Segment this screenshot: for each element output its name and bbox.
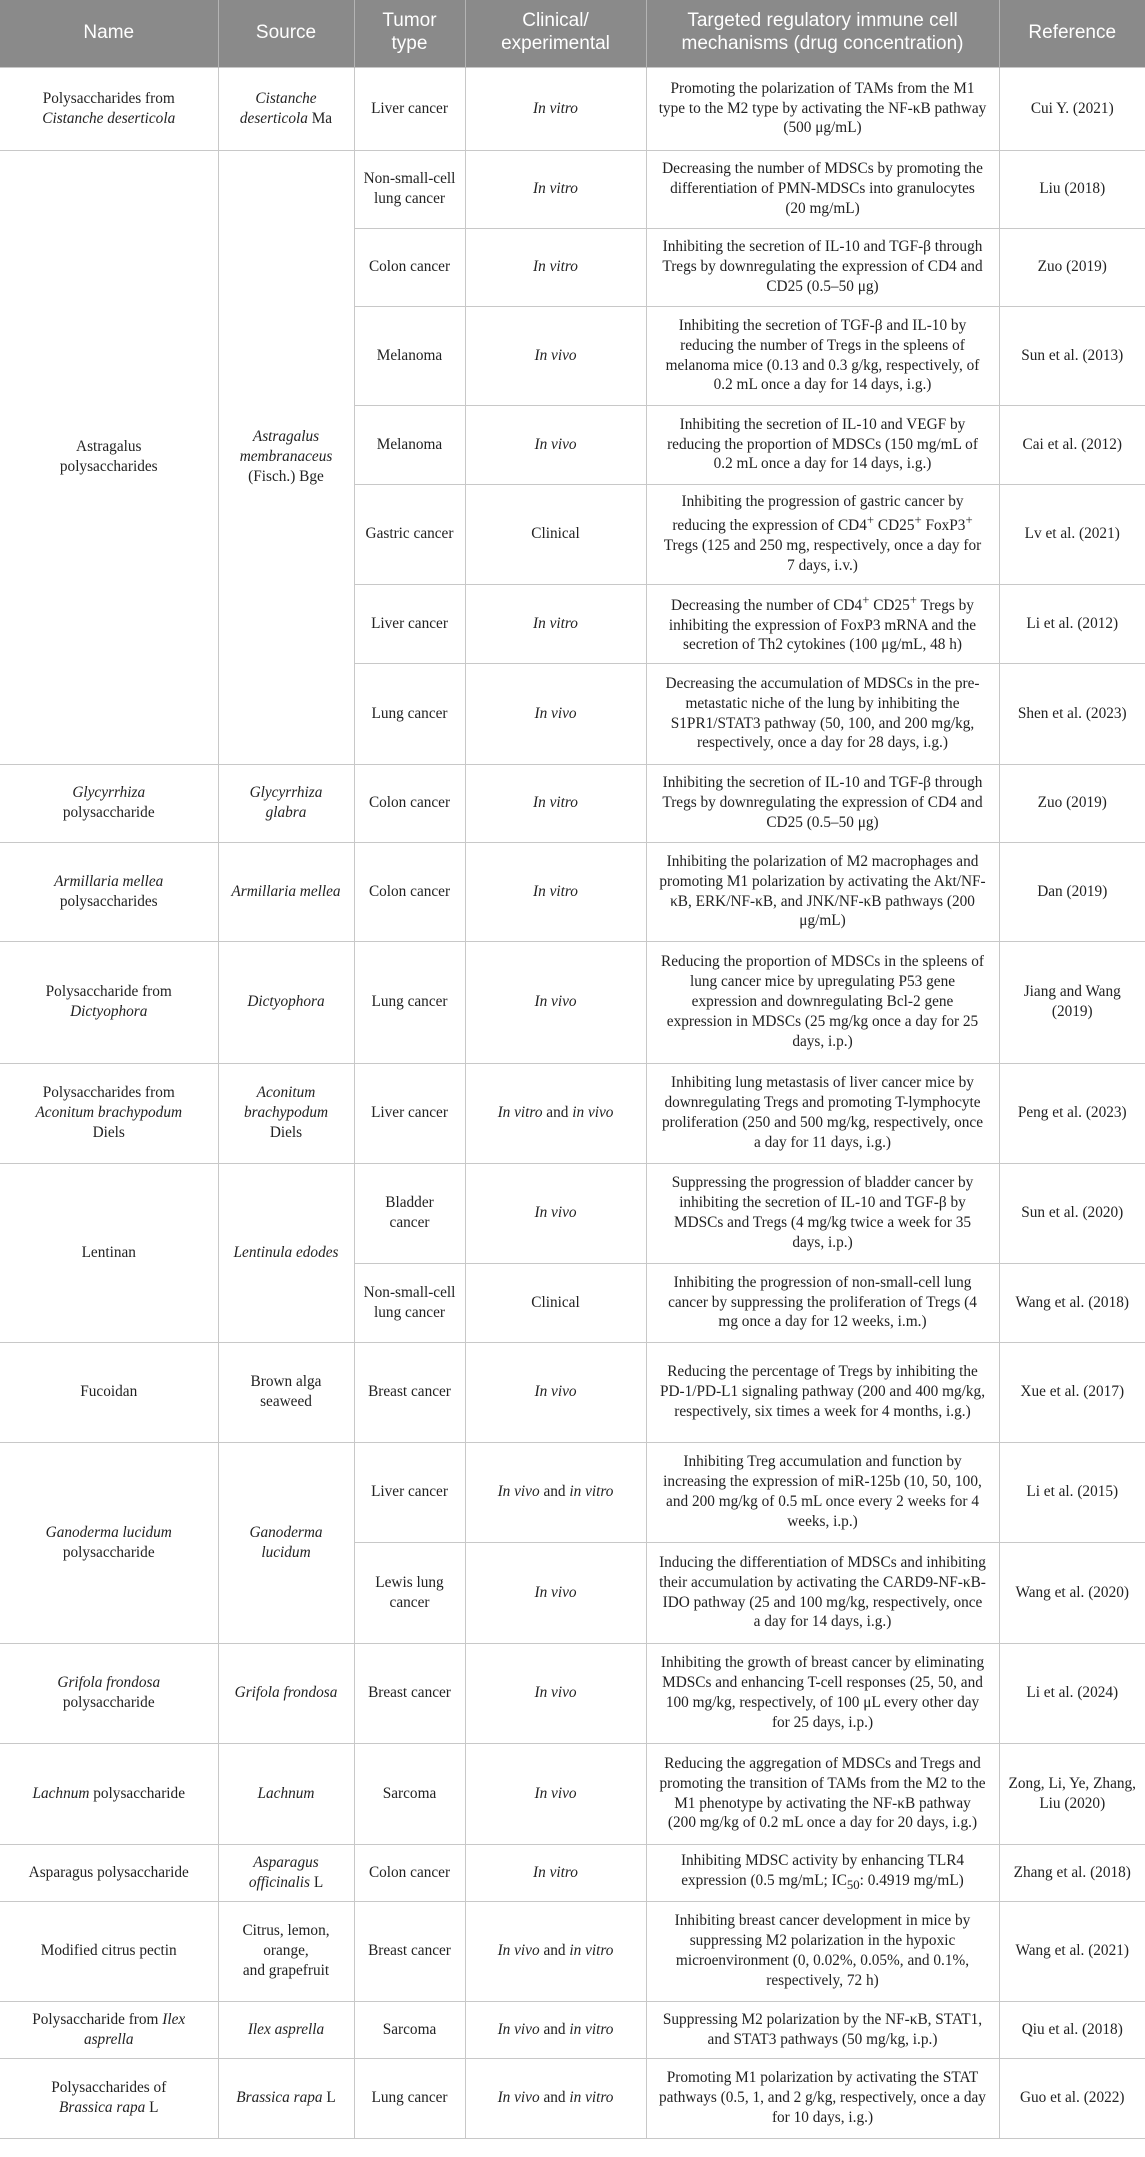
table-body [0, 67, 1145, 2138]
cell-mechanism: Suppressing the progression of bladder cancer by inhibiting the secretion of IL-10 and TGF-β by MDSCs and Tregs (4 mg/kg twice a week for 35 days, i.p.) [646, 1163, 999, 1263]
cell-tumor-type: Sarcoma [354, 2001, 465, 2058]
cell-mechanism: Inhibiting the progression of non-small-cell lung cancer by suppressing the proliferation of Tregs (4 mg once a day for 12 weeks, i.m.) [646, 1263, 999, 1342]
cell-mechanism: Reducing the percentage of Tregs by inhibiting the PD-1/PD-L1 signaling pathway (200 and 400 mg/kg, respectively, six times a week for 4 months, i.g.) [646, 1342, 999, 1442]
cell-mechanism: Decreasing the accumulation of MDSCs in the pre-metastatic niche of the lung by inhibiting the S1PR1/STAT3 pathway (50, 100, and 200 mg/kg, respectively, once a day for 28 days, i.g.) [646, 663, 999, 764]
table-row [0, 150, 1145, 228]
cell-name: Polysaccharide from Dictyophora [0, 941, 218, 1063]
cell-name: Glycyrrhiza polysaccharide [0, 764, 218, 842]
cell-source: Citrus, lemon, orange, and grapefruit [218, 1901, 354, 2001]
cell-source: Glycyrrhiza glabra [218, 764, 354, 842]
table-row [0, 1901, 1145, 2001]
cell-source: Cistanche deserticola Ma [218, 67, 354, 150]
cell-reference: Wang et al. (2018) [999, 1263, 1145, 1342]
header-tumor-type: Tumor type [354, 0, 465, 67]
cell-reference: Lv et al. (2021) [999, 484, 1145, 584]
cell-tumor-type: Colon cancer [354, 842, 465, 941]
cell-reference: Sun et al. (2013) [999, 306, 1145, 405]
cell-name: Lentinan [0, 1163, 218, 1342]
cell-tumor-type: Lung cancer [354, 663, 465, 764]
table-row [0, 67, 1145, 150]
cell-mechanism: Inhibiting lung metastasis of liver cancer mice by downregulating Tregs and promoting T-lymphocyte proliferation (250 and 500 mg/kg, respectively, once a day for 11 days, i.g.) [646, 1063, 999, 1163]
cell-reference: Shen et al. (2023) [999, 663, 1145, 764]
cell-mechanism: Inhibiting the secretion of IL-10 and TGF-β through Tregs by downregulating the expression of CD4 and CD25 (0.5–50 μg) [646, 228, 999, 306]
header-name: Name [0, 0, 218, 67]
header-mechanisms: Targeted regulatory immune cell mechanisms (drug concentration) [646, 0, 999, 67]
table-row [0, 1442, 1145, 1542]
cell-mechanism: Inhibiting MDSC activity by enhancing TLR4 expression (0.5 mg/mL; $IC_{50}$: 0.4919 mg/mL) [646, 1844, 999, 1901]
cell-clinical-experimental: In vivo [465, 941, 646, 1063]
cell-mechanism: Inhibiting the secretion of IL-10 and VEGF by reducing the proportion of MDSCs (150 mg/mL of 0.2 mL once a day for 14 days, i.g.) [646, 405, 999, 484]
cell-tumor-type: Breast cancer [354, 1342, 465, 1442]
cell-tumor-type: Non-small-cell lung cancer [354, 150, 465, 228]
cell-mechanism: Inhibiting breast cancer development in mice by suppressing M2 polarization in the hypoxic microenvironment (0, 0.02%, 0.05%, and 0.1%, respectively, 72 h) [646, 1901, 999, 2001]
cell-clinical-experimental: In vivo [465, 306, 646, 405]
cell-tumor-type: Melanoma [354, 306, 465, 405]
cell-tumor-type: Liver cancer [354, 584, 465, 663]
cell-tumor-type: Liver cancer [354, 67, 465, 150]
cell-reference: Xue et al. (2017) [999, 1342, 1145, 1442]
cell-reference: Li et al. (2012) [999, 584, 1145, 663]
cell-source: Brown alga seaweed [218, 1342, 354, 1442]
cell-tumor-type: Bladder cancer [354, 1163, 465, 1263]
cell-clinical-experimental: In vivo and in vitro [465, 2058, 646, 2138]
table-row [0, 1844, 1145, 1901]
cell-reference: Dan (2019) [999, 842, 1145, 941]
cell-reference: Liu (2018) [999, 150, 1145, 228]
cell-source: Ilex asprella [218, 2001, 354, 2058]
cell-mechanism: Promoting M1 polarization by activating the STAT pathways (0.5, 1, and 2 g/kg, respectively, once a day for 10 days, i.g.) [646, 2058, 999, 2138]
cell-source: Asparagus officinalis L [218, 1844, 354, 1901]
cell-clinical-experimental: In vivo [465, 1743, 646, 1844]
cell-reference: Li et al. (2015) [999, 1442, 1145, 1542]
cell-mechanism: Decreasing the number of MDSCs by promoting the differentiation of PMN-MDSCs into granulocytes (20 mg/mL) [646, 150, 999, 228]
table-row [0, 941, 1145, 1063]
cell-clinical-experimental: In vivo and in vitro [465, 2001, 646, 2058]
cell-source: Brassica rapa L [218, 2058, 354, 2138]
cell-clinical-experimental: In vivo [465, 1542, 646, 1643]
cell-clinical-experimental: In vitro [465, 584, 646, 663]
cell-reference: Qiu et al. (2018) [999, 2001, 1145, 2058]
cell-name: Astragalus polysaccharides [0, 150, 218, 764]
cell-reference: Zhang et al. (2018) [999, 1844, 1145, 1901]
cell-mechanism: Suppressing M2 polarization by the NF-κB, STAT1, and STAT3 pathways (50 mg/kg, i.p.) [646, 2001, 999, 2058]
cell-name: Polysaccharides from Cistanche deserticola [0, 67, 218, 150]
table-row [0, 1163, 1145, 1263]
cell-name: Armillaria mellea polysaccharides [0, 842, 218, 941]
cell-mechanism: Reducing the proportion of MDSCs in the spleens of lung cancer mice by upregulating P53 gene expression and downregulating Bcl-2 gene expression in MDSCs (25 mg/kg once a day for 25 days, i.p.) [646, 941, 999, 1063]
cell-source: Aconitum brachypodum Diels [218, 1063, 354, 1163]
cell-name: Polysaccharides of Brassica rapa L [0, 2058, 218, 2138]
cell-tumor-type: Sarcoma [354, 1743, 465, 1844]
cell-name: Lachnum polysaccharide [0, 1743, 218, 1844]
table-row [0, 842, 1145, 941]
table-row [0, 2058, 1145, 2138]
cell-reference: Li et al. (2024) [999, 1643, 1145, 1743]
cell-tumor-type: Liver cancer [354, 1442, 465, 1542]
cell-reference: Zong, Li, Ye, Zhang, Liu (2020) [999, 1743, 1145, 1844]
table-row [0, 1342, 1145, 1442]
cell-tumor-type: Breast cancer [354, 1643, 465, 1743]
cell-source: Astragalus membranaceus (Fisch.) Bge [218, 150, 354, 764]
cell-name: Fucoidan [0, 1342, 218, 1442]
cell-mechanism: Inhibiting the growth of breast cancer by eliminating MDSCs and enhancing T-cell responses (25, 50, and 100 mg/kg, respectively, of 100 μL every other day for 25 days, i.p.) [646, 1643, 999, 1743]
cell-tumor-type: Non-small-cell lung cancer [354, 1263, 465, 1342]
cell-tumor-type: Lewis lung cancer [354, 1542, 465, 1643]
cell-clinical-experimental: In vivo [465, 1342, 646, 1442]
cell-source: Dictyophora [218, 941, 354, 1063]
cell-source: Lachnum [218, 1743, 354, 1844]
cell-clinical-experimental: In vivo [465, 663, 646, 764]
cell-mechanism: Promoting the polarization of TAMs from the M1 type to the M2 type by activating the NF-κB pathway (500 μg/mL) [646, 67, 999, 150]
cell-clinical-experimental: In vivo [465, 405, 646, 484]
cell-reference: Jiang and Wang (2019) [999, 941, 1145, 1063]
cell-reference: Peng et al. (2023) [999, 1063, 1145, 1163]
cell-tumor-type: Melanoma [354, 405, 465, 484]
cell-clinical-experimental: In vivo [465, 1643, 646, 1743]
cell-source: Grifola frondosa [218, 1643, 354, 1743]
header-reference: Reference [999, 0, 1145, 67]
table-row [0, 1063, 1145, 1163]
cell-clinical-experimental: In vivo [465, 1163, 646, 1263]
table-row [0, 764, 1145, 842]
cell-name: Polysaccharides from Aconitum brachypodum Diels [0, 1063, 218, 1163]
cell-mechanism: Inhibiting Treg accumulation and function by increasing the expression of miR-125b (10, 50, 100, and 200 mg/kg of 0.5 mL once every 2 weeks for 4 weeks, i.p.) [646, 1442, 999, 1542]
cell-clinical-experimental: Clinical [465, 1263, 646, 1342]
header-source: Source [218, 0, 354, 67]
cell-clinical-experimental: In vitro [465, 764, 646, 842]
cell-clinical-experimental: In vivo and in vitro [465, 1901, 646, 2001]
cell-source: Ganoderma lucidum [218, 1442, 354, 1643]
cell-clinical-experimental: In vivo and in vitro [465, 1442, 646, 1542]
cell-reference: Zuo (2019) [999, 764, 1145, 842]
cell-name: Grifola frondosa polysaccharide [0, 1643, 218, 1743]
cell-tumor-type: Breast cancer [354, 1901, 465, 2001]
header-clinical-experimental: Clinical/ experimental [465, 0, 646, 67]
cell-clinical-experimental: In vitro [465, 228, 646, 306]
cell-mechanism: Inhibiting the secretion of TGF-β and IL-10 by reducing the number of Tregs in the spleens of melanoma mice (0.13 and 0.3 g/kg, respectively, of 0.2 mL once a day for 14 days, i.g.) [646, 306, 999, 405]
cell-mechanism: Inducing the differentiation of MDSCs and inhibiting their accumulation by activating the CARD9-NF-κB-IDO pathway (25 and 100 mg/kg, respectively, once a day for 14 days, i.g.) [646, 1542, 999, 1643]
cell-clinical-experimental: In vitro [465, 67, 646, 150]
cell-clinical-experimental: In vitro [465, 1844, 646, 1901]
cell-source: Lentinula edodes [218, 1163, 354, 1342]
cell-tumor-type: Lung cancer [354, 2058, 465, 2138]
cell-mechanism: Reducing the aggregation of MDSCs and Tregs and promoting the transition of TAMs from the M2 to the M1 phenotype by activating the NF-κB pathway (200 mg/kg of 0.2 mL once a day for 20 days, i.g.) [646, 1743, 999, 1844]
cell-mechanism: Decreasing the number of CD4+ CD25+ Tregs by inhibiting the expression of FoxP3 mRNA and the secretion of Th2 cytokines (100 μg/mL, 48 h) [646, 584, 999, 663]
cell-tumor-type: Gastric cancer [354, 484, 465, 584]
cell-reference: Guo et al. (2022) [999, 2058, 1145, 2138]
cell-name: Ganoderma lucidum polysaccharide [0, 1442, 218, 1643]
cell-tumor-type: Liver cancer [354, 1063, 465, 1163]
cell-mechanism: Inhibiting the progression of gastric cancer by reducing the expression of CD4+ CD25+ FoxP3+ Tregs (125 and 250 mg, respectively, once a day for 7 days, i.v.) [646, 484, 999, 584]
cell-mechanism: Inhibiting the polarization of M2 macrophages and promoting M1 polarization by activating the Akt/NF-κB, ERK/NF-κB, and JNK/NF-κB pathways (200 μg/mL) [646, 842, 999, 941]
cell-tumor-type: Colon cancer [354, 764, 465, 842]
cell-reference: Wang et al. (2020) [999, 1542, 1145, 1643]
cell-name: Polysaccharide from Ilex asprella [0, 2001, 218, 2058]
header-row [0, 0, 1145, 67]
cell-reference: Wang et al. (2021) [999, 1901, 1145, 2001]
cell-clinical-experimental: Clinical [465, 484, 646, 584]
table-row [0, 2001, 1145, 2058]
cell-tumor-type: Colon cancer [354, 1844, 465, 1901]
cell-clinical-experimental: In vitro [465, 150, 646, 228]
cell-mechanism: Inhibiting the secretion of IL-10 and TGF-β through Tregs by downregulating the expression of CD4 and CD25 (0.5–50 μg) [646, 764, 999, 842]
table-row [0, 1643, 1145, 1743]
table-row [0, 1743, 1145, 1844]
cell-source: Armillaria mellea [218, 842, 354, 941]
cell-reference: Cui Y. (2021) [999, 67, 1145, 150]
cell-name: Asparagus polysaccharide [0, 1844, 218, 1901]
cell-reference: Zuo (2019) [999, 228, 1145, 306]
cell-reference: Sun et al. (2020) [999, 1163, 1145, 1263]
cell-reference: Cai et al. (2012) [999, 405, 1145, 484]
cell-clinical-experimental: In vitro and in vivo [465, 1063, 646, 1163]
cell-tumor-type: Colon cancer [354, 228, 465, 306]
cell-name: Modified citrus pectin [0, 1901, 218, 2001]
cell-clinical-experimental: In vitro [465, 842, 646, 941]
cell-tumor-type: Lung cancer [354, 941, 465, 1063]
